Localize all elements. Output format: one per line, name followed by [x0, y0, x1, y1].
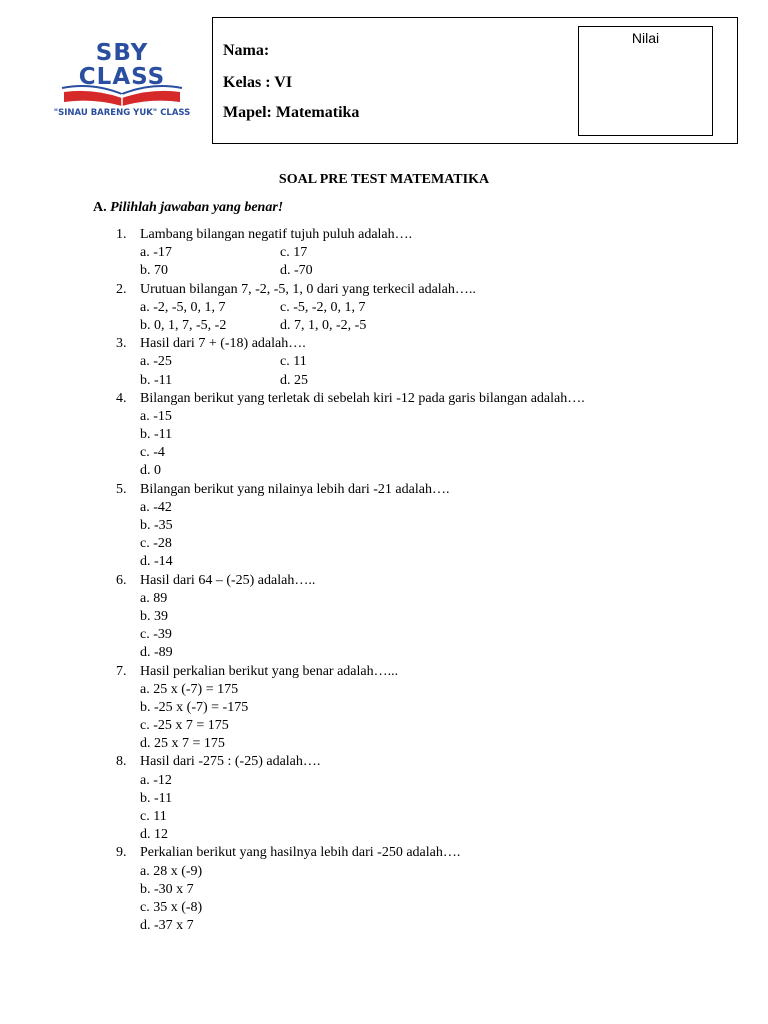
answer-option: b. 0, 1, 7, -5, -2: [140, 317, 227, 333]
answer-option: d. -37 x 7: [140, 918, 194, 934]
answer-option: d. 12: [140, 827, 168, 843]
question-number: 7.: [116, 663, 127, 679]
answer-option: c. 11: [280, 354, 307, 370]
question-line: [0, 282, 768, 300]
answer-option: c. -28: [140, 536, 172, 552]
answer-option: c. -25 x 7 = 175: [140, 718, 229, 734]
answer-option: c. 17: [280, 245, 308, 261]
option-row: [0, 682, 768, 700]
question-text: Lambang bilangan negatif tujuh puluh adalah….: [140, 227, 413, 242]
answer-option: d. -89: [140, 645, 173, 661]
option-row: [0, 609, 768, 627]
option-row: [0, 864, 768, 882]
question-text: Bilangan berikut yang nilainya lebih dari -21 adalah….: [140, 481, 450, 497]
question-line: [0, 664, 768, 682]
question-number: 8.: [116, 754, 127, 770]
answer-option: b. -11: [140, 372, 173, 388]
question-text: Hasil perkalian berikut yang benar adalah…...: [140, 663, 399, 679]
question-item: [0, 845, 768, 936]
answer-option: b. -35: [140, 518, 173, 533]
answer-option: a. -12: [140, 772, 172, 788]
option-row: [0, 263, 768, 281]
question-line: [0, 573, 768, 591]
option-row: [0, 518, 768, 536]
answer-option: b. -11: [140, 427, 173, 443]
question-text: Urutuan bilangan 7, -2, -5, 1, 0 dari yang terkecil adalah…..: [140, 281, 476, 297]
question-number: 2.: [116, 281, 127, 297]
section-heading: [93, 200, 283, 216]
option-row: [0, 500, 768, 518]
answer-option: d. 7, 1, 0, -2, -5: [280, 317, 367, 333]
logo-tagline: "SINAU BARENG YUK" CLASS: [53, 108, 191, 118]
logo-line1: SBY: [95, 40, 149, 66]
answer-option: a. -2, -5, 0, 1, 7: [140, 299, 226, 315]
answer-option: d. 25: [280, 372, 308, 388]
option-row: [0, 809, 768, 827]
question-number: 4.: [116, 390, 127, 406]
answer-option: a. -15: [140, 408, 172, 424]
option-row: [0, 245, 768, 263]
answer-option: a. 89: [140, 590, 168, 606]
answer-option: b. -25 x (-7) = -175: [140, 699, 249, 715]
answer-option: a. 28 x (-9): [140, 863, 203, 879]
option-row: [0, 736, 768, 754]
question-line: [0, 845, 768, 863]
question-item: [0, 282, 768, 337]
question-number: 1.: [116, 227, 127, 242]
answer-option: c. -4: [140, 445, 165, 461]
answer-option: d. -14: [140, 554, 173, 570]
question-line: [0, 336, 768, 354]
kelas-field: Kelas : VI: [223, 74, 293, 91]
question-number: 6.: [116, 572, 127, 588]
option-row: [0, 427, 768, 445]
option-row: [0, 718, 768, 736]
question-number: 5.: [116, 481, 127, 497]
answer-option: a. 25 x (-7) = 175: [140, 681, 239, 697]
answer-option: c. -5, -2, 0, 1, 7: [280, 299, 366, 315]
option-row: [0, 354, 768, 372]
question-text: Hasil dari -275 : (-25) adalah….: [140, 754, 321, 770]
question-list: [0, 227, 768, 936]
question-line: [0, 391, 768, 409]
answer-option: b. -30 x 7: [140, 881, 194, 897]
option-row: [0, 827, 768, 845]
option-row: [0, 900, 768, 918]
option-row: [0, 536, 768, 554]
answer-option: c. 35 x (-8): [140, 899, 203, 915]
option-row: [0, 700, 768, 718]
section-letter: A.: [93, 200, 107, 215]
option-row: [0, 591, 768, 609]
question-text: Hasil dari 7 + (-18) adalah….: [140, 336, 306, 352]
question-text: Perkalian berikut yang hasilnya lebih dari -250 adalah….: [140, 845, 461, 861]
answer-option: b. 70: [140, 263, 168, 279]
question-line: [0, 227, 768, 245]
answer-option: b. -11: [140, 790, 173, 806]
option-row: [0, 300, 768, 318]
answer-option: a. -17: [140, 245, 172, 261]
answer-option: c. -39: [140, 627, 172, 643]
question-item: [0, 754, 768, 845]
option-row: [0, 463, 768, 481]
option-row: [0, 773, 768, 791]
option-row: [0, 791, 768, 809]
question-line: [0, 482, 768, 500]
option-row: [0, 318, 768, 336]
question-number: 3.: [116, 336, 127, 352]
answer-option: a. -25: [140, 354, 172, 370]
option-row: [0, 882, 768, 900]
logo-line2: CLASS: [78, 64, 166, 90]
nama-field: Nama:: [223, 42, 270, 59]
nilai-score-box: [578, 26, 713, 136]
mapel-field: Mapel: Matematika: [223, 104, 360, 121]
answer-option: d. 25 x 7 = 175: [140, 736, 225, 752]
open-book-icon: [60, 84, 184, 108]
question-item: [0, 391, 768, 482]
option-row: [0, 373, 768, 391]
sby-class-logo: [54, 40, 190, 124]
option-row: [0, 445, 768, 463]
question-item: [0, 227, 768, 282]
question-line: [0, 754, 768, 772]
answer-option: d. 0: [140, 463, 161, 479]
option-row: [0, 645, 768, 663]
question-text: Hasil dari 64 – (-25) adalah…..: [140, 572, 316, 588]
answer-option: c. 11: [140, 809, 167, 824]
question-item: [0, 482, 768, 573]
option-row: [0, 627, 768, 645]
option-row: [0, 918, 768, 936]
nilai-label: Nilai: [631, 30, 660, 46]
answer-option: b. 39: [140, 608, 168, 624]
answer-option: a. -42: [140, 499, 172, 515]
answer-option: d. -70: [280, 263, 313, 279]
question-item: [0, 573, 768, 664]
question-item: [0, 664, 768, 755]
student-info-box: [212, 17, 738, 144]
question-item: [0, 336, 768, 391]
option-row: [0, 409, 768, 427]
page-title: SOAL PRE TEST MATEMATIKA: [278, 172, 490, 187]
question-number: 9.: [116, 845, 127, 861]
section-instruction: Pilihlah jawaban yang benar!: [110, 200, 284, 215]
option-row: [0, 554, 768, 572]
question-text: Bilangan berikut yang terletak di sebelah kiri -12 pada garis bilangan adalah….: [140, 390, 585, 406]
